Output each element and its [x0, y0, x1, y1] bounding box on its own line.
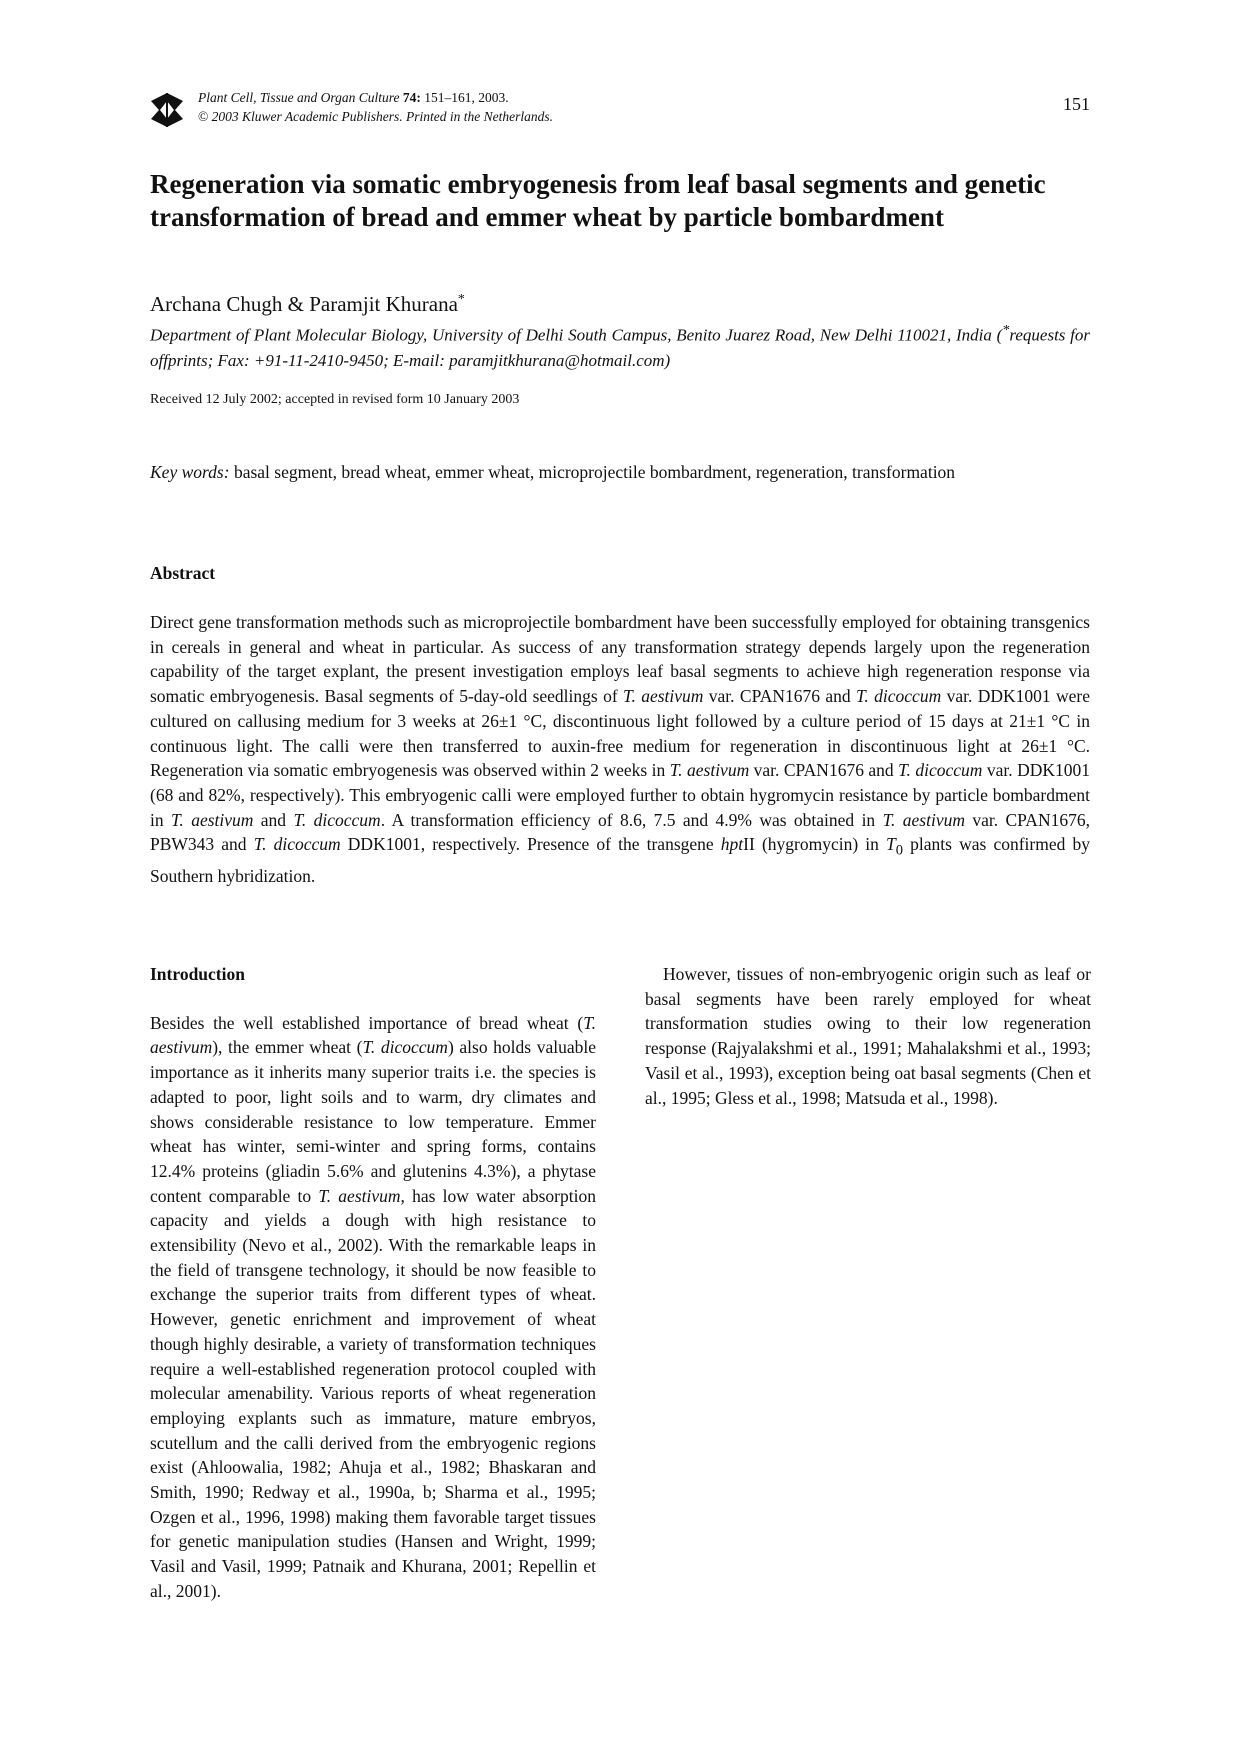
affiliation-text-b: requests for offprints; Fax: +91-11-2410-9450; E-mail: paramjitkhurana@hotmail.com)	[150, 325, 1090, 370]
species-name: T. aestivum	[171, 809, 254, 830]
received-dates: Received 12 July 2002; accepted in revised form 10 January 2003	[150, 392, 520, 407]
abstract-text: DDK1001, respectively. Presence of the transgene	[340, 834, 721, 855]
introduction-column-left	[150, 962, 596, 1604]
abstract-body	[150, 610, 1090, 888]
abstract-text: . A transformation efficiency of 8.6, 7.5 and 4.9% was obtained in	[380, 809, 883, 830]
keywords-label: Key words:	[150, 462, 230, 482]
generation-symbol: T	[886, 834, 896, 855]
species-name: T. dicoccum	[253, 834, 341, 855]
species-name: T. aestivum	[150, 1012, 596, 1058]
introduction-column-right	[645, 962, 1091, 1110]
paper-title: Regeneration via somatic embryogenesis from leaf basal segments and genetic transformation of bread and emmer wheat by particle bombardment	[150, 169, 1046, 232]
affiliation	[150, 318, 1090, 373]
affiliation-text-a: Department of Plant Molecular Biology, University of Delhi South Campus, Benito Juarez Road, New Delhi 110021, India (	[150, 325, 1003, 345]
introduction-paragraph-1	[150, 1011, 596, 1604]
keywords	[150, 460, 1090, 485]
species-name: T. dicoccum	[362, 1037, 448, 1058]
abstract-text: Direct gene transformation methods such as microprojectile bombardment have been successfully employed for obtaining transgenics in cereals in general and wheat in particular. As success of any transformation strategy depends largely upon the regeneration capability of the target explant, the present investigation employs leaf basal segments to achieve high regeneration response via somatic embryogenesis. Basal segments of 5-day-old seedlings of	[150, 612, 1090, 707]
publisher-logo-icon	[150, 91, 184, 129]
journal-volume: 74:	[402, 90, 421, 105]
generation-subscript: 0	[895, 842, 904, 859]
abstract-text: and	[253, 809, 294, 830]
abstract-text: var. CPAN1676 and	[749, 760, 899, 781]
introduction-paragraph-2: However, tissues of non-embryogenic origin such as leaf or basal segments have been rarely employed for wheat transformation studies owing to their low regeneration response (Rajyalakshmi et al., 1991; Mahalakshmi et al., 1993; Vasil et al., 1993), exception being oat basal segments (Chen et al., 1995; Gless et al., 1998; Matsuda et al., 1998).	[645, 964, 1091, 1108]
introduction-heading: Introduction	[150, 964, 245, 984]
journal-name: Plant Cell, Tissue and Organ Culture	[198, 90, 400, 105]
abstract-text: var. CPAN1676 and	[703, 686, 856, 707]
abstract-text: var. DDK1001 (68 and 82%, respectively). This embryogenic calli were employed further to obtain hygromycin resistance by particle bombardment in	[150, 760, 1090, 830]
abstract-text: II (hygromycin) in	[743, 834, 887, 855]
abstract-text: var. DDK1001 were cultured on callusing medium for 3 weeks at 26±1 °C, discontinuous light followed by a culture period of 15 days at 21±1 °C in continuous light. The calli were then transferred to auxin-free medium for regeneration in discontinuous light at 26±1 °C. Regeneration via somatic embryogenesis was observed within 2 weeks in	[150, 686, 1090, 781]
affiliation-mark: *	[1002, 322, 1010, 338]
gene-name: hpt	[720, 834, 744, 855]
species-name: T. aestivum	[623, 686, 704, 707]
species-name: T. aestivum	[669, 760, 750, 781]
abstract-heading: Abstract	[150, 563, 216, 583]
body-text: ) also holds valuable importance as it inherits many superior traits i.e. the species is adapted to poor, light soils and to warm, dry climates and shows considerable resistance to low temperature. Emmer wheat has winter, semi-winter and spring forms, contains 12.4% proteins (gliadin 5.6% and glutenins 4.3%), a phytase content comparable to	[150, 1037, 596, 1206]
author-list	[150, 288, 465, 316]
species-name: T. dicoccum	[898, 760, 983, 781]
page-number: 151	[1063, 94, 1090, 114]
copyright-symbol: ©	[198, 109, 209, 124]
body-text: Besides the well established importance of bread wheat (	[150, 1012, 584, 1033]
keywords-text: basal segment, bread wheat, emmer wheat, microprojectile bombardment, regeneration, transformation	[229, 462, 956, 482]
corresponding-author-mark: *	[457, 292, 465, 307]
abstract-text: plants was confirmed by Southern hybridization.	[150, 834, 1090, 886]
species-name: T. dicoccum	[855, 686, 942, 707]
species-name: T. dicoccum	[293, 809, 381, 830]
authors-text: Archana Chugh & Paramjit Khurana	[150, 292, 458, 316]
body-text: ), the emmer wheat (	[212, 1037, 363, 1058]
abstract-text: var. CPAN1676, PBW343 and	[150, 809, 1090, 855]
journal-header	[150, 88, 1090, 138]
species-name: T. aestivum	[882, 809, 965, 830]
journal-citation	[198, 88, 553, 126]
journal-pages: 151–161, 2003.	[420, 90, 509, 105]
species-name: T. aestivum	[318, 1185, 401, 1206]
copyright-line: 2003 Kluwer Academic Publishers. Printed in the Netherlands.	[208, 109, 553, 124]
body-text: , has low water absorption capacity and yields a dough with high resistance to extensibility (Nevo et al., 2002). With the remarkable leaps in the field of transgene technology, it should be now feasible to exchange the superior traits from different types of wheat. However, genetic enrichment and improvement of wheat though highly desirable, a variety of transformation techniques require a well-established regeneration protocol coupled with molecular amenability. Various reports of wheat regeneration employing explants such as immature, mature embryos, scutellum and the calli derived from the embryogenic regions exist (Ahloowalia, 1982; Ahuja et al., 1982; Bhaskaran and Smith, 1990; Redway et al., 1990a, b; Sharma et al., 1995; Ozgen et al., 1996, 1998) making them favorable target tissues for genetic manipulation studies (Hansen and Wright, 1999; Vasil and Vasil, 1999; Patnaik and Khurana, 2001; Repellin et al., 2001).	[150, 1185, 596, 1601]
